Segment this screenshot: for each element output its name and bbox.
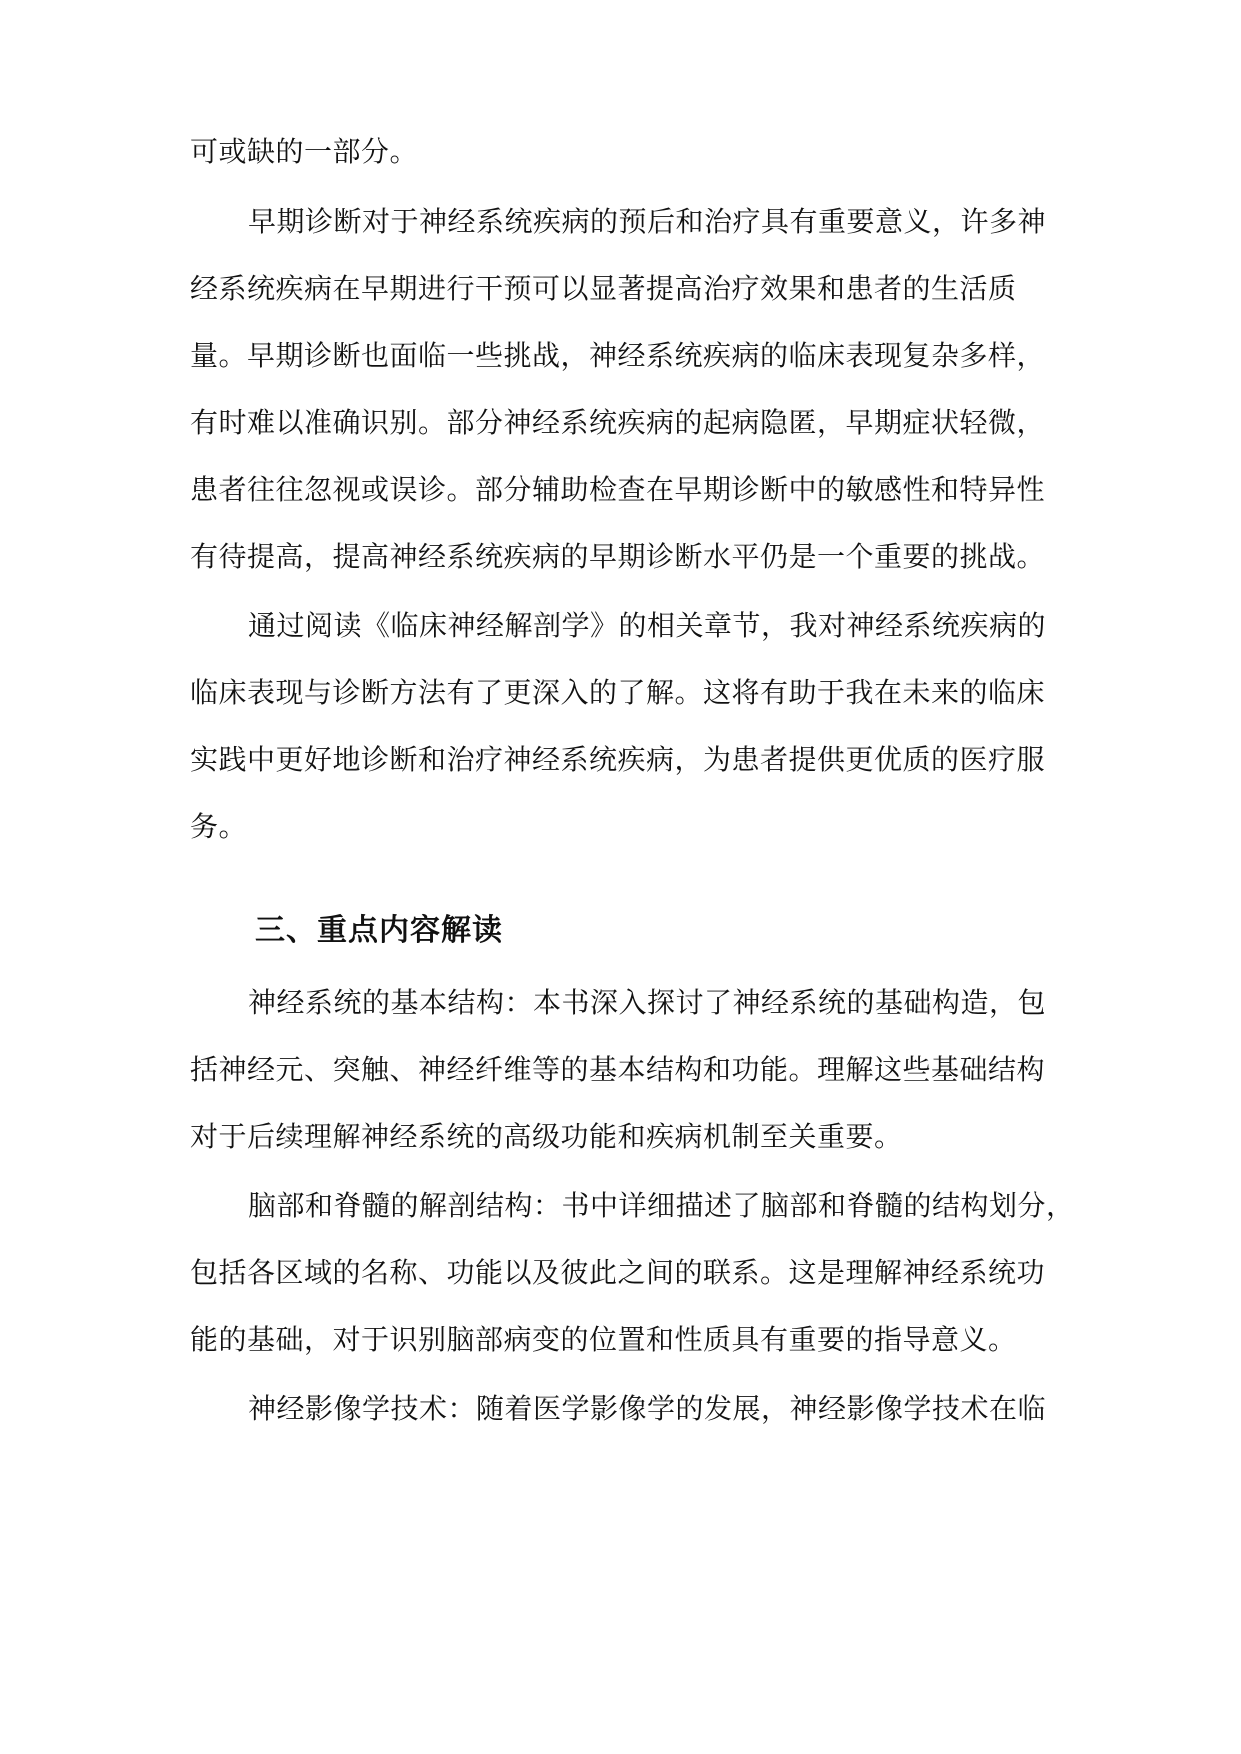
paragraph-2-line-1: 早期诊断对于神经系统疾病的预后和治疗具有重要意义，许多神 (248, 205, 1047, 238)
paragraph-1-line-1: 可或缺的一部分。 (190, 135, 419, 168)
section-heading: 三、重点内容解读 (255, 913, 503, 948)
paragraph-5-line-2: 包括各区域的名称、功能以及彼此之间的联系。这是理解神经系统功 (190, 1256, 1046, 1289)
paragraph-5-line-3: 能的基础，对于识别脑部病变的位置和性质具有重要的指导意义。 (190, 1323, 1017, 1356)
paragraph-2-line-5: 患者往往忽视或误诊。部分辅助检查在早期诊断中的敏感性和特异性 (190, 473, 1046, 506)
paragraph-4-line-1: 神经系统的基本结构：本书深入探讨了神经系统的基础构造，包 (248, 986, 1047, 1019)
paragraph-6-line-1: 神经影像学技术：随着医学影像学的发展，神经影像学技术在临 (248, 1392, 1047, 1425)
paragraph-4-line-2: 括神经元、突触、神经纤维等的基本结构和功能。理解这些基础结构 (190, 1053, 1046, 1086)
paragraph-3-line-3: 实践中更好地诊断和治疗神经系统疾病，为患者提供更优质的医疗服 (190, 743, 1046, 776)
paragraph-3-line-4: 务。 (190, 810, 248, 843)
paragraph-3-line-1: 通过阅读《临床神经解剖学》的相关章节，我对神经系统疾病的 (248, 609, 1047, 642)
paragraph-4-line-3: 对于后续理解神经系统的高级功能和疾病机制至关重要。 (190, 1120, 903, 1153)
paragraph-2-line-2: 经系统疾病在早期进行干预可以显著提高治疗效果和患者的生活质 (190, 272, 1017, 305)
paragraph-2-line-4: 有时难以准确识别。部分神经系统疾病的起病隐匿，早期症状轻微， (190, 406, 1046, 439)
paragraph-2-line-6: 有待提高，提高神经系统疾病的早期诊断水平仍是一个重要的挑战。 (190, 540, 1046, 573)
paragraph-3-line-2: 临床表现与诊断方法有了更深入的了解。这将有助于我在未来的临床 (190, 676, 1046, 709)
paragraph-5-line-1: 脑部和脊髓的解剖结构：书中详细描述了脑部和脊髓的结构划分， (248, 1189, 1075, 1222)
paragraph-2-line-3: 量。早期诊断也面临一些挑战，神经系统疾病的临床表现复杂多样， (190, 339, 1046, 372)
